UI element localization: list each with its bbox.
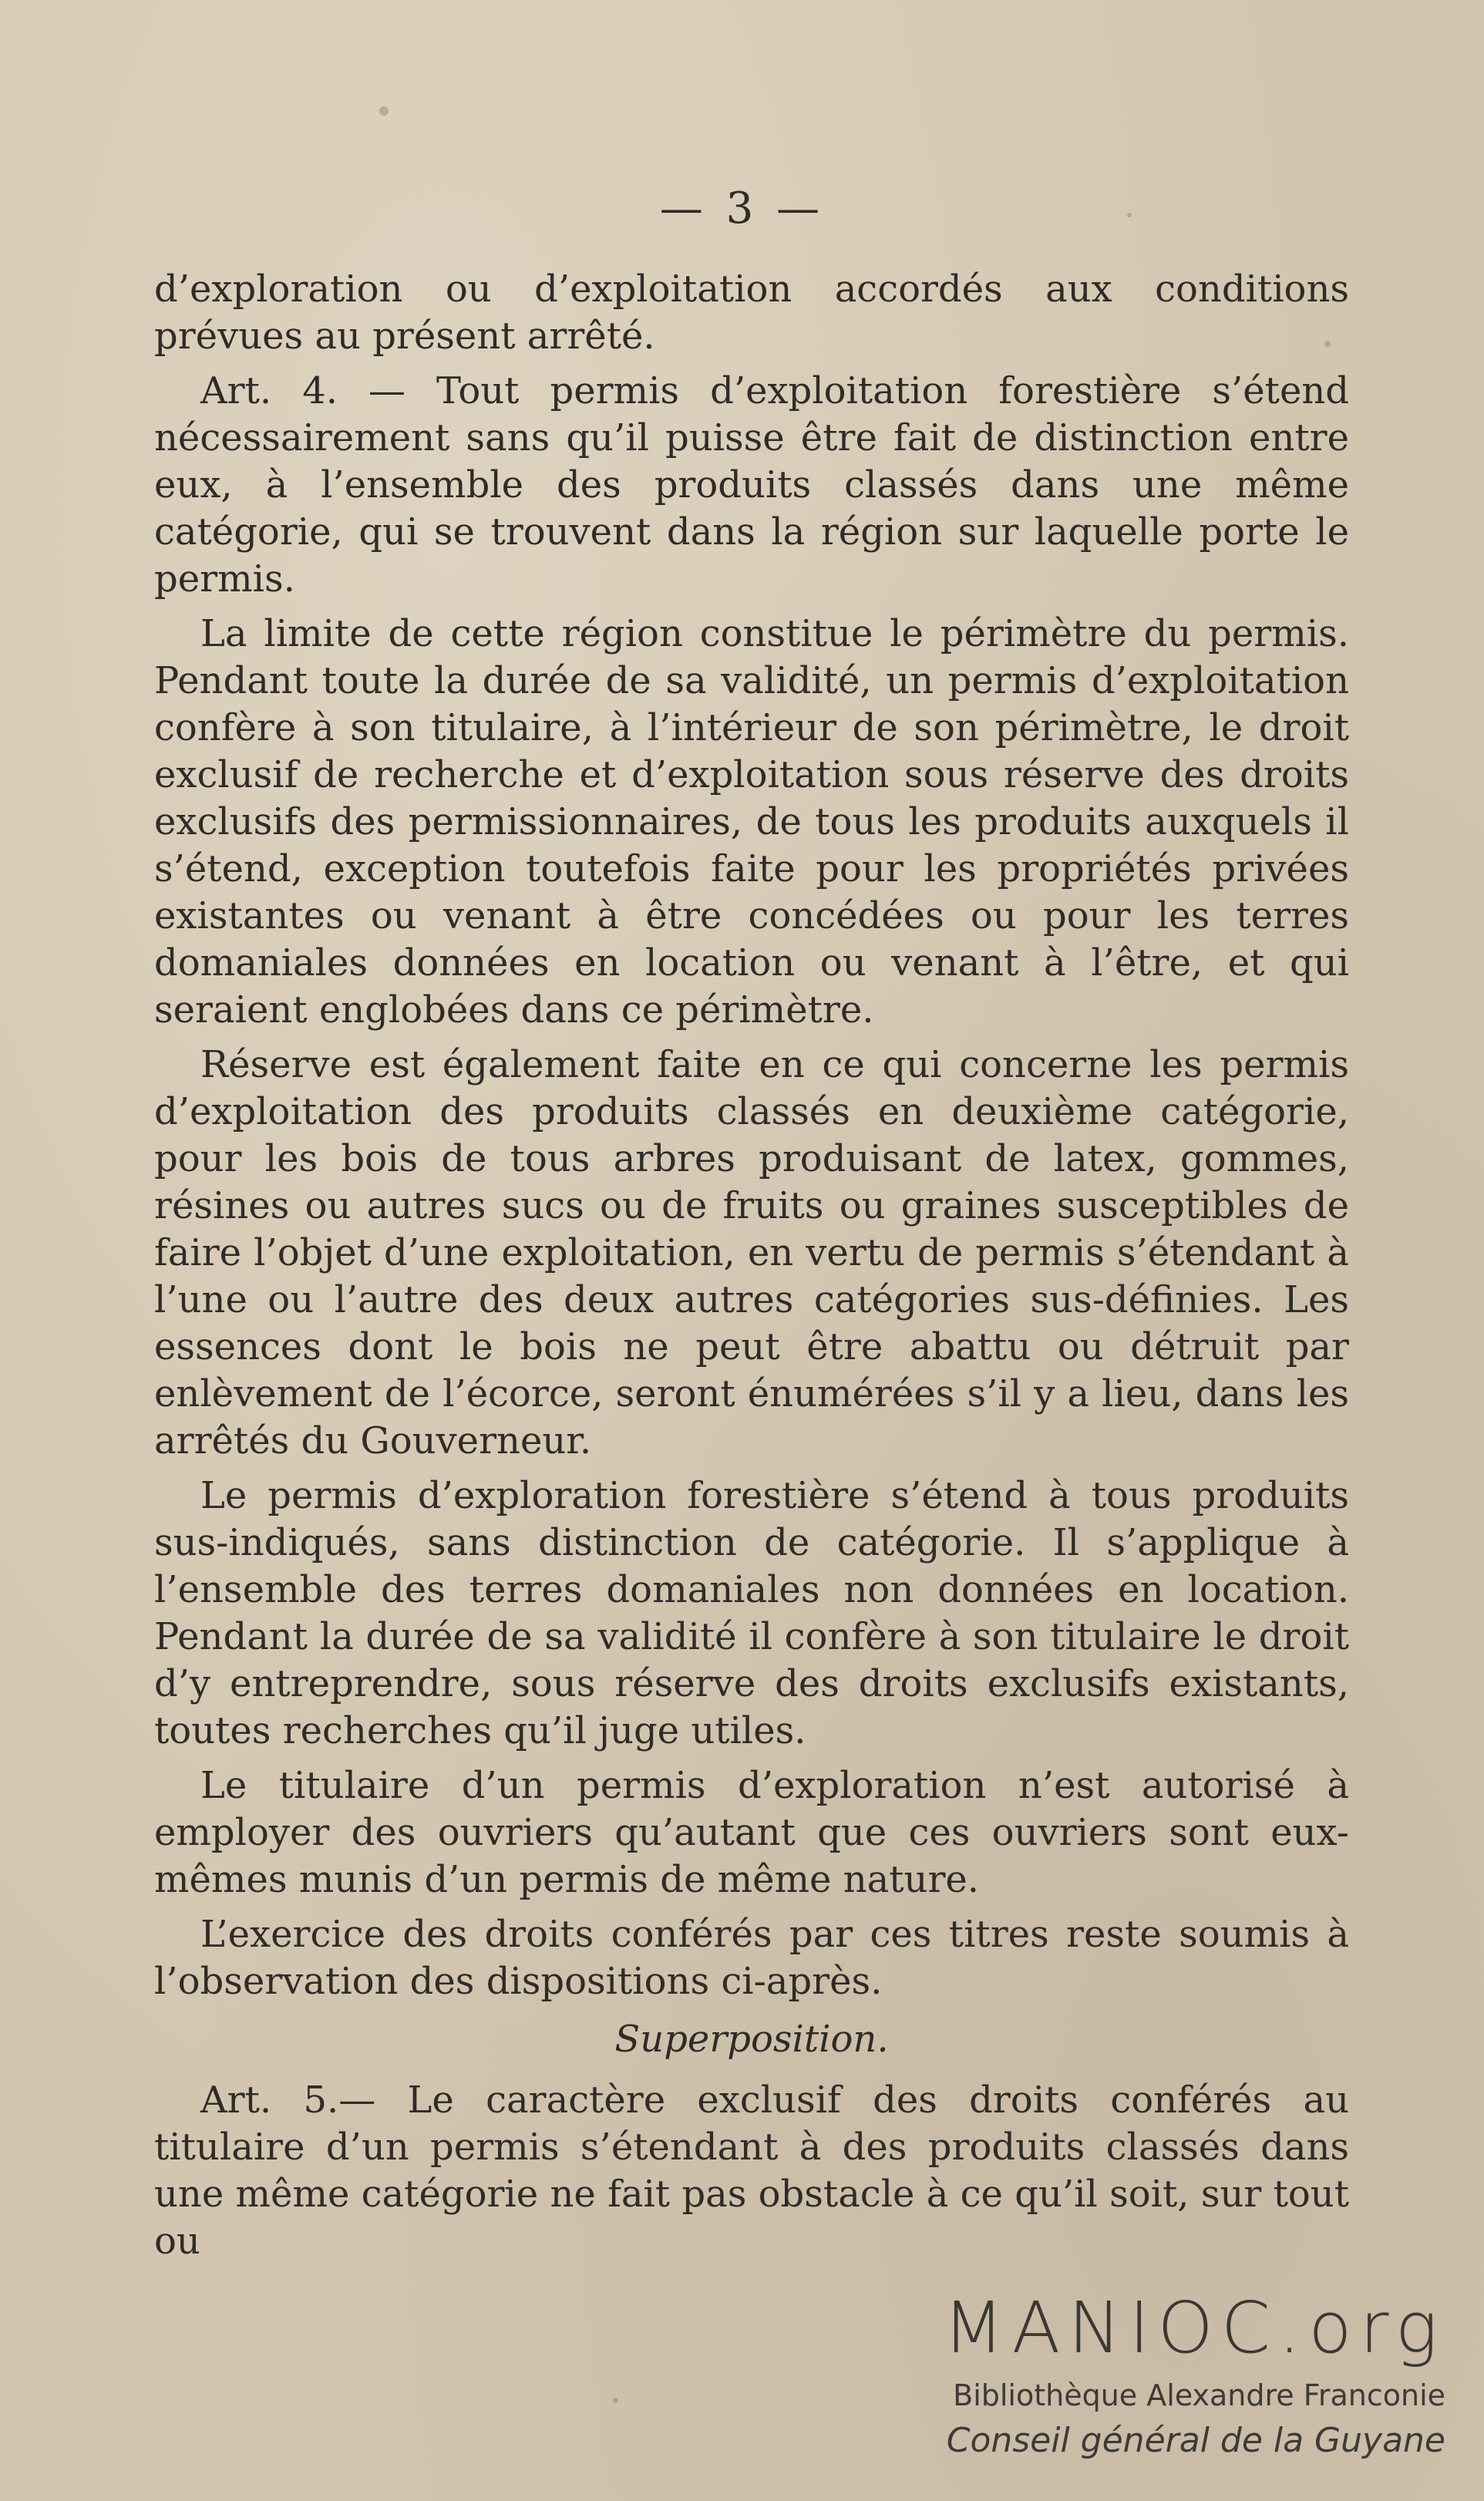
watermark-council-name: Conseil général de la Guyane — [946, 2421, 1445, 2460]
body-text — [154, 266, 1349, 2273]
paper-speck — [379, 106, 389, 116]
paragraph-article-5: Art. 5.— Le caractère exclusif des droits conférés au titulaire d’un permis s’étendant à des produits classés dans une même catégorie ne fait pas obstacle à ce qu’il soit, sur tout ou — [154, 2079, 1349, 2263]
paper-speck — [613, 2398, 618, 2403]
paragraph: L’exercice des droits conférés par ces titres reste soumis à l’observation des dispositions ci-après. — [154, 1913, 1349, 2003]
paragraph: Le titulaire d’un permis d’exploration n’est autorisé à employer des ouvriers qu’autant que ces ouvriers sont eux-mêmes munis d’un permis de même nature. — [154, 1764, 1349, 1901]
paragraph: d’exploration ou d’exploitation accordés aux conditions prévues au présent arrêté. — [154, 268, 1349, 358]
page-number: — 3 — — [659, 183, 825, 234]
paragraph-article-4: Art. 4. — Tout permis d’exploitation forestière s’étend nécessairement sans qu’il puisse être fait de distinction entre eux, à l’ensemble des produits classés dans une même catégorie, qui se trouvent dans la région sur laquelle porte le permis. — [154, 369, 1349, 601]
library-watermark — [906, 2286, 1445, 2465]
watermark-library-name: Bibliothèque Alexandre Franconie — [953, 2378, 1445, 2412]
paragraph: La limite de cette région constitue le périmètre du permis. Pendant toute la durée de sa validité, un permis d’exploitation confère à son titulaire, à l’intérieur de son périmètre, le droit exclusif de recherche et d’exploitation sous réserve des droits exclusifs des permissionnaires, de tous les produits auxquels il s’étend, exception toutefois faite pour les propriétés privées existantes ou venant à être concédées ou pour les terres domaniales données en location ou venant à l’être, et qui seraient englobées dans ce périmètre. — [154, 612, 1349, 1032]
paragraph: Réserve est également faite en ce qui concerne les permis d’exploitation des produits classés en deuxième catégorie, pour les bois de tous arbres produisant de latex, gommes, résines ou autres sucs ou de fruits ou graines susceptibles de faire l’objet d’une exploitation, en vertu de permis s’étendant à l’une ou l’autre des deux autres catégories sus-définies. Les essences dont le bois ne peut être abattu ou détruit par enlèvement de l’écorce, seront énumérées s’il y a lieu, dans les arrêtés du Gouverneur. — [154, 1043, 1349, 1463]
manioc-logo: MANIOC.org — [943, 2287, 1445, 2369]
paragraph: Le permis d’exploration forestière s’étend à tous produits sus-indiqués, sans distinction de catégorie. Il s’applique à l’ensemble des terres domaniales non données en location. Pendant la durée de sa validité il confère à son titulaire le droit d’y entreprendre, sous réserve des droits exclusifs existants, toutes recherches qu’il juge utiles. — [154, 1474, 1349, 1752]
section-heading: Superposition. — [614, 2018, 889, 2061]
